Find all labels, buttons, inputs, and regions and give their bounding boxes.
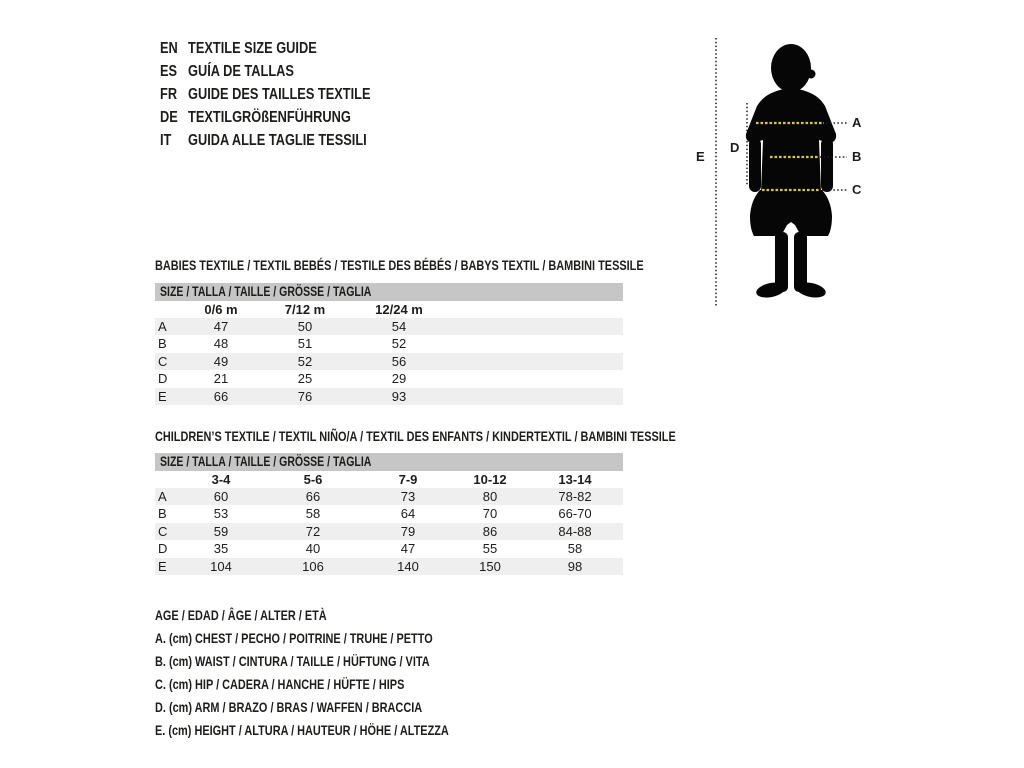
language-code: FR bbox=[160, 86, 178, 103]
row-label: E bbox=[158, 388, 167, 404]
cell-value: 60 bbox=[213, 489, 229, 504]
table-row bbox=[155, 353, 623, 370]
cell-value: 48 bbox=[213, 336, 229, 352]
column-header: 7/12 m bbox=[284, 302, 326, 317]
row-label: C bbox=[158, 523, 168, 539]
cell-value: 66-70 bbox=[558, 506, 592, 522]
cell-value: 140 bbox=[397, 558, 419, 574]
table-row bbox=[155, 370, 623, 387]
legend-item: D. (cm) ARM / BRAZO / BRAS / WAFFEN / BRACCIA bbox=[155, 699, 423, 715]
babies-column-header-row bbox=[155, 301, 623, 318]
cell-value: 72 bbox=[305, 523, 321, 539]
language-code: EN bbox=[160, 40, 178, 57]
babies-size-header-bar: SIZE / TALLA / TAILLE / GRÖSSE / TAGLIA bbox=[155, 283, 623, 301]
cell-value: 86 bbox=[482, 523, 498, 539]
cell-value: 55 bbox=[482, 541, 498, 557]
babies-section-title: BABIES TEXTILE / TEXTIL BEBÉS / TESTILE DES BÉBÉS / BABYS TEXTIL / BAMBINI TESSILE bbox=[155, 257, 644, 273]
language-title: GUÍA DE TALLAS bbox=[188, 63, 294, 80]
cell-value: 66 bbox=[213, 388, 229, 404]
legend-item: C. (cm) HIP / CADERA / HANCHE / HÜFTE / HIPS bbox=[155, 676, 405, 692]
column-header: 5-6 bbox=[303, 472, 323, 487]
row-label: C bbox=[158, 353, 168, 369]
cell-value: 29 bbox=[391, 371, 407, 387]
cell-value: 66 bbox=[305, 489, 321, 504]
language-code: DE bbox=[160, 109, 178, 126]
cell-value: 35 bbox=[213, 541, 229, 557]
table-row bbox=[155, 488, 623, 505]
cell-value: 73 bbox=[400, 489, 416, 504]
children-section-title: CHILDREN’S TEXTILE / TEXTIL NIÑO/A / TEXTIL DES ENFANTS / KINDERTEXTIL / BAMBINI TESSILE bbox=[155, 428, 676, 444]
language-title: GUIDA ALLE TAGLIE TESSILI bbox=[188, 132, 367, 149]
cell-value: 47 bbox=[400, 541, 416, 557]
children-size-table bbox=[155, 471, 623, 575]
row-label: B bbox=[158, 506, 167, 522]
measure-label-d: D bbox=[730, 140, 740, 155]
cell-value: 58 bbox=[567, 541, 583, 557]
cell-value: 51 bbox=[297, 336, 313, 352]
language-code: ES bbox=[160, 63, 178, 80]
row-label: B bbox=[158, 336, 167, 352]
language-row bbox=[160, 106, 423, 129]
language-row bbox=[160, 129, 423, 152]
measure-label-b: B bbox=[852, 149, 862, 164]
cell-value: 52 bbox=[391, 336, 407, 352]
language-title: TEXTILE SIZE GUIDE bbox=[188, 40, 317, 57]
row-label: A bbox=[158, 319, 167, 334]
cell-value: 76 bbox=[297, 388, 313, 404]
row-label: A bbox=[158, 489, 167, 504]
column-header: 12/24 m bbox=[375, 302, 423, 317]
cell-value: 53 bbox=[213, 506, 229, 522]
cell-value: 50 bbox=[297, 319, 313, 334]
cell-value: 79 bbox=[400, 523, 416, 539]
cell-value: 150 bbox=[479, 558, 501, 574]
cell-value: 49 bbox=[213, 353, 229, 369]
table-row bbox=[155, 318, 623, 335]
language-row bbox=[160, 83, 423, 106]
cell-value: 106 bbox=[302, 558, 324, 574]
language-title: TEXTILGRÖßENFÜHRUNG bbox=[188, 109, 351, 126]
cell-value: 70 bbox=[482, 506, 498, 522]
measurement-legend bbox=[155, 604, 532, 742]
column-header: 0/6 m bbox=[204, 302, 238, 317]
children-size-header-bar: SIZE / TALLA / TAILLE / GRÖSSE / TAGLIA bbox=[155, 453, 623, 471]
column-header: 13-14 bbox=[558, 472, 592, 487]
row-label: D bbox=[158, 371, 168, 387]
cell-value: 98 bbox=[567, 558, 583, 574]
legend-item: B. (cm) WAIST / CINTURA / TAILLE / HÜFTUNG / VITA bbox=[155, 653, 430, 669]
table-row bbox=[155, 540, 623, 557]
measure-label-a: A bbox=[852, 115, 862, 130]
legend-age-row: AGE / EDAD / ÂGE / ALTER / ETÀ bbox=[155, 607, 327, 623]
cell-value: 21 bbox=[213, 371, 229, 387]
legend-item: E. (cm) HEIGHT / ALTURA / HAUTEUR / HÖHE / ALTEZZA bbox=[155, 722, 449, 738]
table-row bbox=[155, 523, 623, 540]
cell-value: 84-88 bbox=[558, 523, 592, 539]
cell-value: 78-82 bbox=[558, 489, 592, 504]
cell-value: 47 bbox=[213, 319, 229, 334]
column-header: 7-9 bbox=[398, 472, 418, 487]
legend-item: A. (cm) CHEST / PECHO / POITRINE / TRUHE / PETTO bbox=[155, 630, 433, 646]
cell-value: 104 bbox=[210, 558, 232, 574]
language-row bbox=[160, 37, 423, 60]
cell-value: 40 bbox=[305, 541, 321, 557]
cell-value: 80 bbox=[482, 489, 498, 504]
table-row bbox=[155, 335, 623, 352]
row-label: E bbox=[158, 558, 167, 574]
cell-value: 25 bbox=[297, 371, 313, 387]
measure-label-e: E bbox=[696, 149, 705, 164]
language-code: IT bbox=[160, 132, 172, 149]
column-header: 10-12 bbox=[473, 472, 507, 487]
children-column-header-row bbox=[155, 471, 623, 488]
language-title: GUIDE DES TAILLES TEXTILE bbox=[188, 86, 371, 103]
cell-value: 52 bbox=[297, 353, 313, 369]
cell-value: 58 bbox=[305, 506, 321, 522]
table-row bbox=[155, 505, 623, 522]
language-title-list bbox=[160, 37, 423, 152]
babies-size-table bbox=[155, 301, 623, 405]
cell-value: 64 bbox=[400, 506, 416, 522]
row-label: D bbox=[158, 541, 168, 557]
cell-value: 59 bbox=[213, 523, 229, 539]
cell-value: 54 bbox=[391, 319, 407, 334]
measure-label-c: C bbox=[852, 182, 862, 197]
language-row bbox=[160, 60, 423, 83]
table-row bbox=[155, 558, 623, 575]
cell-value: 93 bbox=[391, 388, 407, 404]
table-row bbox=[155, 388, 623, 405]
column-header: 3-4 bbox=[211, 472, 231, 487]
cell-value: 56 bbox=[391, 353, 407, 369]
